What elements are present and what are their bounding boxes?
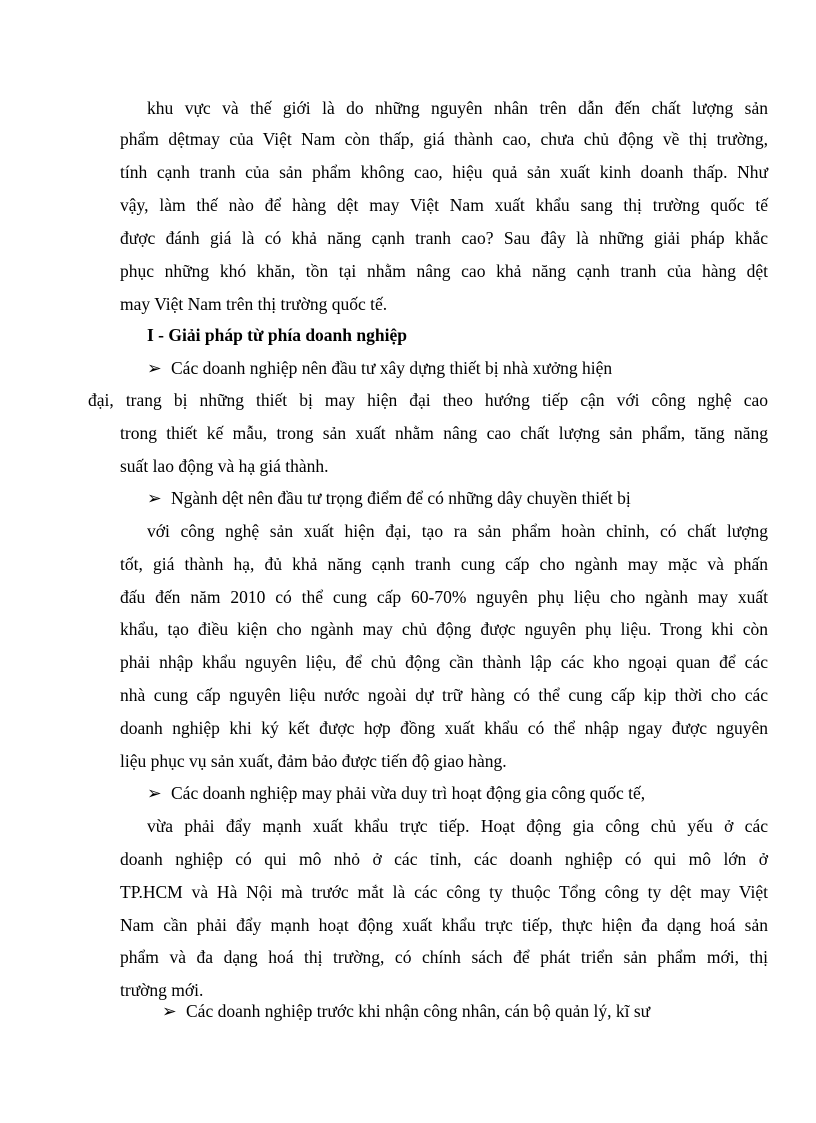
paragraph-line: khu vực và thế giới là do những nguyên nhân trên dẫn đến chất lượng sản — [147, 98, 768, 118]
bullet-item-2 — [147, 487, 631, 509]
arrow-bullet-icon: ➢ — [147, 358, 162, 378]
bullet-text: Các doanh nghiệp nên đầu tư xây dựng thiết bị nhà xưởng hiện — [171, 358, 613, 378]
section-heading: I - Giải pháp từ phía doanh nghiệp — [147, 325, 407, 345]
paragraph-line: đấu đến năm 2010 có thể cung cấp 60-70% nguyên phụ liệu cho ngành may xuất — [120, 587, 768, 607]
bullet-item-3 — [147, 782, 645, 804]
paragraph-line: đại, trang bị những thiết bị may hiện đại theo hướng tiếp cận với công nghệ cao — [88, 390, 768, 410]
paragraph-line: doanh nghiệp có qui mô nhỏ ở các tỉnh, các doanh nghiệp có qui mô lớn ở — [120, 849, 768, 869]
paragraph-line: TP.HCM và Hà Nội mà trước mắt là các công ty thuộc Tổng công ty dệt may Việt — [120, 882, 768, 902]
paragraph-line: trường mới. — [120, 980, 204, 1000]
paragraph-line: phục những khó khăn, tồn tại nhằm nâng cao khả năng cạnh tranh của hàng dệt — [120, 261, 768, 281]
paragraph-line: khẩu, tạo điều kiện cho ngành may chủ động được nguyên phụ liệu. Trong khi còn — [120, 619, 768, 639]
bullet-item-1 — [147, 357, 612, 379]
paragraph-line: Nam cần phải đẩy mạnh hoạt động xuất khẩu trực tiếp, thực hiện đa dạng hoá sản — [120, 915, 768, 935]
paragraph-line: doanh nghiệp khi ký kết được hợp đồng xuất khẩu có thể nhập ngay được nguyên — [120, 718, 768, 738]
paragraph-line: tốt, giá thành hạ, đủ khả năng cạnh tranh cung cấp cho ngành may mặc và phấn — [120, 554, 768, 574]
bullet-text: Ngành dệt nên đầu tư trọng điểm để có những dây chuyền thiết bị — [171, 488, 631, 508]
paragraph-line: với công nghệ sản xuất hiện đại, tạo ra sản phẩm hoàn chỉnh, có chất lượng — [147, 521, 768, 541]
arrow-bullet-icon: ➢ — [162, 1001, 177, 1021]
paragraph-line: phải nhập khẩu nguyên liệu, để chủ động cần thành lập các kho ngoại quan để các — [120, 652, 768, 672]
paragraph-line: liệu phục vụ sản xuất, đảm bảo được tiến độ giao hàng. — [120, 751, 507, 771]
bullet-text: Các doanh nghiệp trước khi nhận công nhân, cán bộ quản lý, kĩ sư — [186, 1001, 651, 1021]
paragraph-line: nhà cung cấp nguyên liệu nước ngoài dự trữ hàng có thể cung cấp kịp thời cho các — [120, 685, 768, 705]
paragraph-line: suất lao động và hạ giá thành. — [120, 456, 329, 476]
paragraph-line: may Việt Nam trên thị trường quốc tế. — [120, 294, 388, 314]
paragraph-line: vừa phải đẩy mạnh xuất khẩu trực tiếp. Hoạt động gia công chủ yếu ở các — [147, 816, 768, 836]
paragraph-line: vậy, làm thế nào để hàng dệt may Việt Nam xuất khẩu sang thị trường quốc tế — [120, 195, 768, 215]
bullet-text: Các doanh nghiệp may phải vừa duy trì hoạt động gia công quốc tế, — [171, 783, 646, 803]
paragraph-line: phẩm dệtmay của Việt Nam còn thấp, giá thành cao, chưa chủ động về thị trường, — [120, 129, 768, 149]
paragraph-line: phẩm và đa dạng hoá thị trường, có chính sách để phát triển sản phẩm mới, thị — [120, 947, 768, 967]
arrow-bullet-icon: ➢ — [147, 488, 162, 508]
arrow-bullet-icon: ➢ — [147, 783, 162, 803]
paragraph-line: được đánh giá là có khả năng cạnh tranh cao? Sau đây là những giải pháp khắc — [120, 228, 768, 248]
bullet-item-4 — [162, 1000, 650, 1022]
paragraph-line: tính cạnh tranh của sản phẩm không cao, hiệu quả sản xuất kinh doanh thấp. Như — [120, 162, 768, 182]
paragraph-line: trong thiết kế mẫu, trong sản xuất nhằm nâng cao chất lượng sản phẩm, tăng năng — [120, 423, 768, 443]
